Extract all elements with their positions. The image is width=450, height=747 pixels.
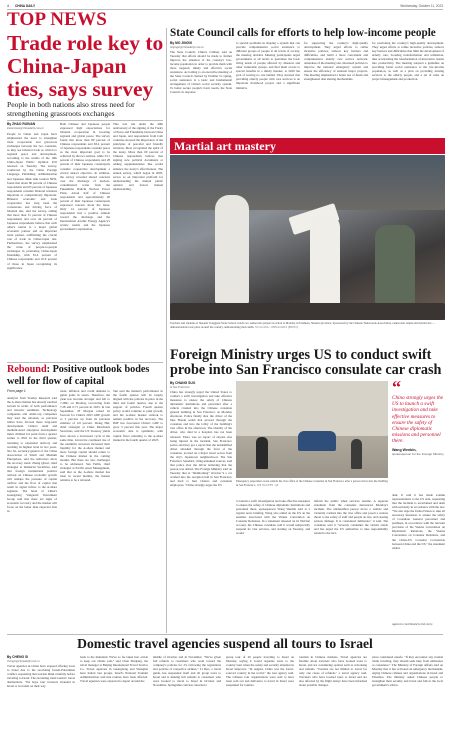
bottom-rule [7,634,443,635]
foreign-column-2: to launch a swift investigation and take effective measures to ensure the safety of Chinese diplomatic institutions and personnel there, spokesperson Wang Wenbin said at a regular news briefing. Wang also added on the US on the enemies associated with the Vienna Convention on Consular Relations. In a statement released on its WeChat account, the Chinese consulate said it would temporarily suspend its visa services, and starting on Tuesday, and would [236,499,310,536]
foreign-column-1: China has strongly urged the United States to conduct a swift investigation and take effective measures to ensure the safety of Chinese diplomatic institutions and personnel after a vehicle crashed into the Chinese consulate general building in San Francisco on Monday afternoon. Police finally shot the driver of the blue Honda sedan that plowed through the consulate and into the lobby of the building's visa office in the afternoon. The identity of the driver, who died in a hospital, has not been released. There was no report of anyone else being injured in the incident. San Francisco police said they got a report that the unidentified driver smashed through the front of the consulate, located on a major street across from the city's Japantown neighborhood. The San Francisco Standard, citing unnamed sources, said that police shot the driver believing that the person was armed. The Foreign Ministry said on Tuesday that at "midmorning" October 9 a car crashed into the reception hall in San Francisco and tried to hurt visitors and consulate employees. "China strongly urges the US [170,390,232,488]
trade-deck: People in both nations also stress need for strengthening grassroots exchanges [7,100,135,118]
rebound-from: From page 1 [7,389,26,393]
section-title: TOP NEWS [7,9,107,30]
trade-column-2: Both Chinese and Japanese people expressed high expectations for bilateral cooperation in boosting regional and global peace. The survey found that more than 80 percent of Chinese respondents and 63.4 percent of Japanese respondents consider peace as the most important goal to be achieved by the two nations, while 53.1 percent of Chinese respondents and 28 percent of their Japanese counterparts consider cooperative development a crucial shared objective. In addition, the survey revealed shared concerns over the discharge of nuclear-contaminated water from the Fukushima Daiichi Nuclear Power Plant. About half of Chinese respondents and approximately 40 percent of their Japanese counterparts expressed concern about the issue. Only 14 percent of Japanese respondents had a positive attitude toward the discharge and the International Atomic Energy Agency's review results and the Japanese government's explanation. [60,122,110,232]
photo-car [298,431,336,451]
martial-caption [170,322,445,329]
quote-mark-icon: “ [392,377,401,397]
council-headline: State Council calls for efforts to help low-income people [170,27,436,39]
trade-byline-block [7,122,57,130]
quote-name: Wang Wenbin, [392,447,417,452]
photo-background-crowd [170,155,445,210]
tour-column-4: group tour of 26 people traveling to Israel on Monday, saying it would organize tours to the country later when the safety and security situation in Israel improves. "In August, China was the travel-sourced country in the world," the tour agency said. The Chinese tour organizations were said to have been sold out and deliveries to travel in Israel were suspended for tourists. [226,655,294,688]
column-divider [166,28,167,633]
crash-caption [236,480,388,487]
tour-column-6: place considered unsafe. "If they encounter any trouble while traveling, they should seek help from embassies or consulates." The Ministry of Foreign Affairs said on Monday that it has activated an emergency mechanism, urging Chinese citizens and organizations in Israel and Palestine. The ministry asked Chinese people to strengthen their security and travel and follow the local government's advice. [372,655,443,688]
council-byline: By MO JINGXI [170,41,193,45]
tour-column-2: back to the mainland, We've so far taken into action to keep our clients safe," said Chen Zhiqiang, the travel manager at Beijing International Travel Service Co. Travel agencies in Guangdong and Shanghai have halted tour groups. Israel's National Tourism Administration said that tourists have been affected. Travel agencies were expected to depart around the [80,655,148,684]
tour-column-3: middle of October and in November. "We've given full refunds to customers who went toward the company's policies for 23, following the regulations and policies of respective airlines." Li Duo, a travel guide, has suspended itself and all group tours to Israel and is making full refunds to customers who were booked to travel to Israel in October and November, Springtime.com has canceled a [153,655,221,688]
trade-column-3: This was run under the 40th anniversary of the signing of the Treaty of Peace and Friendship between China and Japan, and respondents from both countries stressed the importance of the principles of peaceful and friendly relations. Most recognized the spirit of the treaty. More than 60 percent of Chinese respondents believe that signing new political documents or adding supplementaries like would enhance the treaty's effectiveness. The annual survey, which began in 2005, serves as an important platform for understanding the mutual public opinion and fosters mutual understanding. [113,122,163,191]
trade-email: zhaoruinan@chinadaily.com.cn [7,126,44,130]
photo-floor [170,303,445,320]
council-column-1: The State Council, China's Cabinet, said on Tuesday that efforts should be made to further improve the situation of the country's low-income population in order to provide them with more targeted, timely and effective social assistance. According to an executive meeting of the State Council chaired by Premier Li Qiang, social assistance is a basic and fundamental arrangement of China's social security system. To better secure people's basic needs, the State Council, in response [170,50,232,95]
rebound-headline-rest: : Positive outlook bodes well for flow of capital [7,364,150,387]
trade-column-1: People in China and Japan have emphasized the need to strengthen trade cooperation and grassroots exchanges between the two countries, as they see bilateral trade as critical to regional peace and development, according to the results of the 19th China-Japan Public Opinion Poll released on Tuesday. The survey, conducted by the China Foreign Language Publishing Administration and Japanese think tank Genron NPO, found that about 80 percent of Chinese respondents and 65 percent of Japanese respondents consider bilateral relations important or comparatively important. Bilateral economic and trade cooperation has long been the cornerstone and driving force of bilateral ties, said the survey, adding that more than 51 percent of Chinese respondents and over 44 percent of Japanese respondents believe that each other's nation is a major global economic partner and an important trade partner, reaffirming the crucial role of trade in China-Japan ties. Furthermore, the survey emphasized the value of people-to-people exchanges in promoting China-Japan friendship, with 81.4 percent of Chinese respondents and 45.6 percent of those in Japan recognizing its significance. [7,132,57,270]
crash-photo [236,381,388,478]
trade-headline: Trade role key to China-Japan ties, says survey [7,31,164,101]
publication-name: CHINA DAILY [15,4,36,8]
foreign-location: in San Francisco [170,385,190,389]
photo-figure-right [375,225,415,315]
foreign-headline: Foreign Ministry urges US to conduct swift probe into San Francisco consulate car crash [170,347,442,379]
martial-caption-text: Teachers and students at Shaanxi Tongguan Yaole School watch two taekwondo players in action at Monday in Taizhuan, Shaanxi province. Sponsored by the Chinese Taekwondo Association, taekwondo tennis and martial arts — demonstrations took place around the country, demonstrating their skills. [170,321,436,329]
photo-figure-left [215,195,249,305]
martial-photo [170,155,445,320]
tour-headline: Domestic travel agencies suspend all tours to Israel [77,636,373,651]
council-email: mojingxi@chinadaily.com.cn [170,45,204,49]
foreign-column-3: inform the public when services resume. A separate statement from the consulate denounced Monday's incident. The unidentified person drove a vehicle and violently crashed into the visa office and posed a serious threat to the safety of staff and people on site, and causing serious damage. It is considered deliberate," it said. The consulate said it "severely condemns the violent attack and has urged the US authorities to take responsibility related to the inci- [314,499,388,536]
rebound-rule [7,362,163,363]
trade-byline: By ZHAO RUINAN [7,122,36,126]
rebound-column-2: trade, inflation and credit demand to guide gains in assets. Therefore, the yuan has become stronger and fell to 7.2691 on Monday, recovering from 7.28 and 0.71 percent in 2023. In late September, JP Morgan raised its forecast for China's 2023 GDP growth to 5 percent, up from its previous estimate of 4.8 percent. Zhang Hui, chief strategist at China Merchants Securities, said the US Treasury yields have shown a downward cycle at the same time. Given the continued rise of the renminbi, investors increased their liquidity for the A-share market and more foreign capital should return to the Chinese market in the coming months. But there are also challenges to be addressed. Sun Peilin, chief strategist at Pacific Asset Management, said that as the A-share market has risen in recent months, the market remains to be a rebound. [60,389,110,483]
council-byline-block [170,41,232,49]
foreign-byline: By CHANG SUO [170,381,196,385]
photo-figure-center [310,215,340,313]
tour-column-1: Travel agencies in China have stopped offering tours to Israel due to the escalating Israeli-Palestinian conflict, requesting that tourists think carefully before traveling to Israel. The escalating trend tourists' travel destinations. "We hope tour travelers stranded in Israel or in transit on their way [7,664,75,689]
rebound-headline [7,364,163,387]
photo-responders [256,437,268,469]
council-column-3: for supporting the country's high-quality development. They urged efforts to refine incentive policies, remove key barriers and difficulties, and build a more convenient and comprehensive elderly care service network. Attendees of the meeting also discussed policies to improve the national emergency system and ensure the efficiency of national major projects. The meeting emphasized a better use of funds and strengthened data sharing mechanisms. [304,41,368,82]
foreign-byline-block [170,381,232,389]
rebound-headline-lead: Rebound [7,364,47,375]
page-number: 4 [7,4,9,8]
trade-deck-rule [7,120,163,121]
martial-banner-title: Martial art mastery [174,139,276,153]
crash-photo-credit: LEE NGUYEN / AP [256,483,279,487]
photo-responders-2 [351,439,362,469]
issue-date: Wednesday, October 11, 2023 [400,4,443,8]
photo-building [236,381,388,436]
crash-caption-text: Emergency responders work outside the visa office of the Chinese consulate in San Francisco after a person drove into the building in San Francisco. [236,479,388,487]
rebound-column-1: Analysts from Stanley Research said the A-share market has already touched bottom in terms of both performance and investor sentiment. Technology companies and small-cap companies may lead the rebound, as previous rallies have favored these long-term development. China's retail and medium-sized enterprise development index climbed 0.2 point from a quarter earlier to 89.0 in the third quarter, returning to expansion territory and reaching its highest level in two years. Xia Xi, secretary-general of the China Association of Small and Medium Enterprises, said the indicators show the recovery trend. Zhang Qiwei, chief strategist at Industrial Securities, said that foreign institutional positive outlook on Chinese economic growth will reshape the pressure of capital outflow and the flow of capital that result in signal inflow to the A-share segment. The head of China's Guangdong Vanguard Investment Group said that there are signs of economic recovery and the market will focus on the better than expected data in [7,396,57,514]
council-column-2: to special problems in shaping a system that can provide comprehensive social assistance to different groups of people at all levels of society, the meeting decided. Meeting participants urged governments at all levels to guarantee the basic living needs of people affected by disasters and other vulnerable groups, and find them access to special benefits in a timely manner, to fulfil the goal of leaving no one behind. They stressed that providing elderly people with care services is an important livelihood project and a significant initiative [236,41,300,90]
pull-quote [392,377,445,491]
martial-credit: XU GUANG / CHINA DAILY (PHOTO) [255,325,299,329]
tour-byline: By CHENG SI [7,655,29,659]
quote-title: spokesperson for the Foreign Ministry [392,451,444,456]
quote-text: China strongly urges the US to launch a swift investigation and take effective measures to ensure the safety of Chinese diplomatic missions and personnel there. [392,395,444,445]
foreign-column-4: dent. It said it has made solemn representations to the US side, requesting that the incident is ascertained and dealt with seriously in accordance with the law. "We also urge the United States to take all necessary measures to ensure the safety of Consulate General personnel and premises, in accordance with the relevant provision of the Vienna Convention on Diplomatic Relations, the Vienna Convention on Consular Relations, and the China-US Consular Convention between China and the US," the statement added. [392,493,445,550]
martial-banner [170,138,445,154]
agencies-note: Agencies contributed to this story. [392,622,433,626]
tour-column-5: tourism in Chinese markets. Travel agencies are flexible about travelers who have booked tours to Israel, and are considering options such as rebooking and refunds. "Tourists are not limited to travel for only one cause of refunds," a travel agency said. Travelers who have booked tours to Israel and are also affected by the flight delays have been informed about possible changes. [299,655,367,688]
council-column-4: for promoting the country's high-quality development. They urged efforts to refine incentive policies, remove key barriers and difficulties that limit the development of elderly care, boosting transformation and utilization, thus accelerating the transformation of innovative results into productivity. The meeting adopted a guideline on providing better social assistance to the low-income population, as well as a plan on providing nursing services to the elderly people, and a set of rules on project management and production. [372,41,444,82]
tour-email: chengsi@chinadaily.com.cn [7,659,40,663]
rebound-column-3: Sun said the market's performance in the fourth quarter will be largely aligned with the policies in place in the third and fourth quarter, due to the support of policies. Fourth quarter policy would continue to push growth, and the A-share market outlook to remain positive in the recovery. The IMF has forecasted China's GDP to grow 5 percent this year. The major economic data is optimistic, with capital flows returning to the A-share market in the fourth quarter of 2023. [113,389,163,442]
tour-byline-block [7,655,75,663]
